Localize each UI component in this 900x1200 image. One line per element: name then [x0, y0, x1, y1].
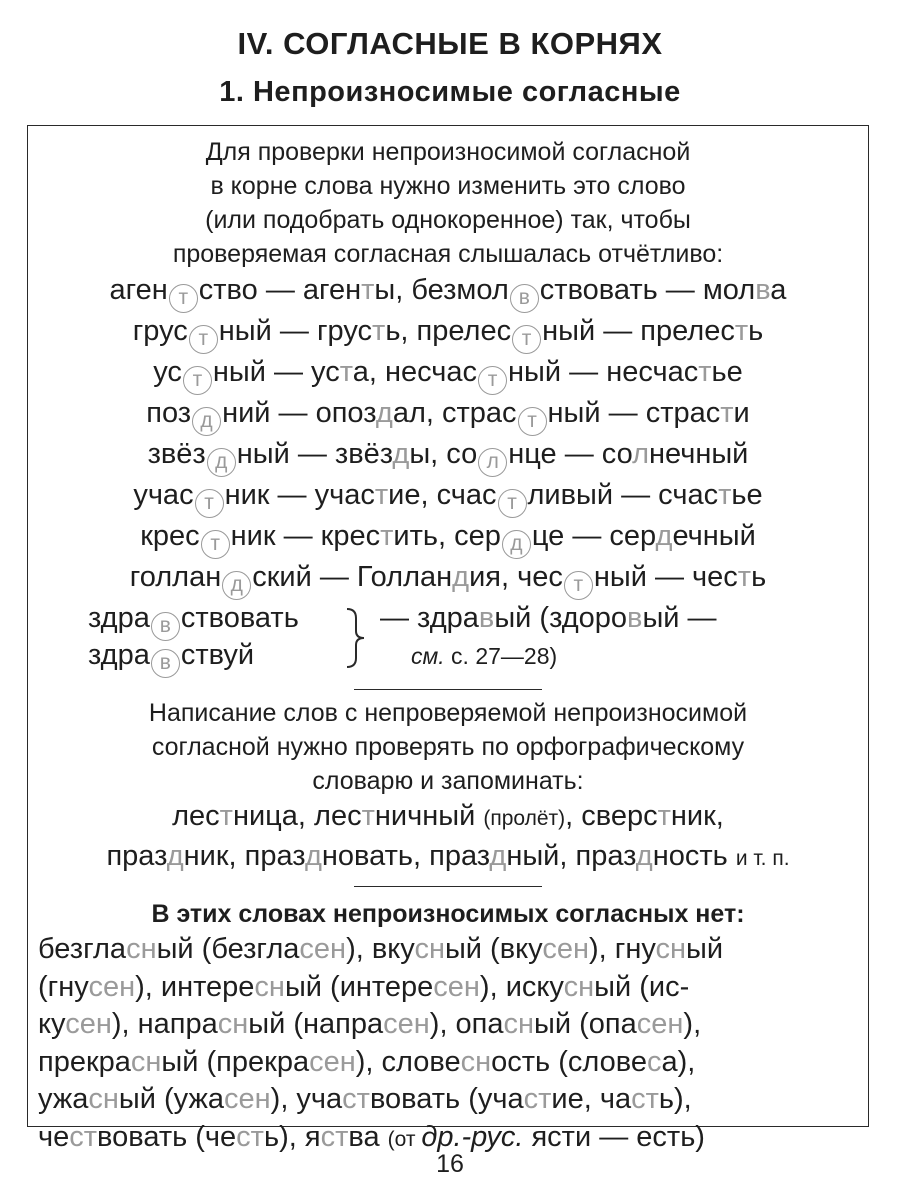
text-segment: ый	[686, 933, 724, 965]
highlight-letter: т	[657, 800, 671, 832]
text-segment: ый (прекра	[161, 1045, 310, 1078]
text-segment: звёз	[147, 438, 206, 470]
text-segment: а, несчас	[352, 356, 478, 388]
highlight-letter: сен	[636, 1008, 684, 1040]
highlight-letter: сен	[383, 1008, 430, 1040]
words-block	[28, 798, 868, 877]
text-segment: ный — грус	[218, 315, 373, 347]
text-segment: лес	[172, 800, 220, 832]
text-segment: ь	[748, 315, 764, 347]
exception-line	[28, 931, 868, 969]
text-segment: ье	[731, 479, 763, 511]
highlight-letter: ст	[342, 1083, 370, 1115]
text-segment: ),	[683, 1008, 702, 1040]
text-segment: ник — крес	[230, 520, 381, 552]
highlight-letter: сен	[309, 1045, 356, 1078]
text-segment: безгла	[38, 933, 127, 965]
text-segment: ь), я	[263, 1120, 321, 1153]
text-segment: ), гну	[588, 933, 656, 965]
text-segment: ность	[652, 839, 736, 872]
circled-letter: т	[169, 284, 198, 313]
text-segment: ный — прелес	[542, 315, 735, 347]
zdrav-check-1: — здравый (здоровый —	[380, 602, 717, 634]
exception-line	[28, 969, 868, 1007]
highlight-letter: т	[339, 356, 353, 388]
text-segment: ый (ужа	[118, 1083, 224, 1115]
text-segment: ный — несчас	[508, 356, 699, 388]
highlight-letter: ст	[320, 1120, 349, 1153]
text-segment: крес	[140, 520, 200, 552]
text-segment: ничный	[374, 800, 484, 832]
text-segment: ник, праз	[183, 839, 305, 872]
word-line	[28, 798, 868, 838]
text-segment: а),	[661, 1045, 696, 1078]
example-line	[28, 559, 868, 600]
highlight-letter: сен	[433, 970, 480, 1003]
rule-text-2	[28, 696, 868, 798]
exception-line	[28, 1044, 868, 1082]
text-segment: ство — аген	[198, 274, 362, 306]
highlight-letter: т	[219, 800, 233, 832]
chapter-title: IV. СОГЛАСНЫЕ В КОРНЯХ	[237, 26, 663, 61]
text-segment: грус	[132, 315, 188, 347]
zdrav-check-2: см. с. 27—28)	[411, 643, 558, 669]
highlight-letter: д	[489, 839, 507, 872]
highlight-letter: д	[635, 839, 653, 872]
text-segment: це — сер	[531, 520, 656, 552]
text-segment: ость (слове	[491, 1045, 647, 1078]
highlight-letter: сн	[503, 1008, 535, 1040]
highlight-letter: д	[452, 561, 470, 593]
highlight-letter: ст	[236, 1120, 264, 1153]
text-segment: ясти — есть)	[523, 1120, 705, 1153]
example-line	[28, 436, 868, 477]
highlight-letter: т	[698, 356, 712, 388]
text-segment: ный — звёз	[236, 438, 393, 470]
section-title: 1. Непроизносимые согласные	[219, 76, 681, 108]
text-segment: голлан	[129, 561, 222, 593]
text-segment: ный, праз	[506, 839, 636, 872]
highlight-letter: т	[380, 520, 394, 552]
highlight-letter: т	[361, 274, 375, 306]
text-segment: др.-рус.	[421, 1120, 524, 1153]
highlight-letter: сен	[299, 933, 347, 965]
text-segment: ница, лес	[232, 800, 362, 832]
example-line	[28, 395, 868, 436]
text-segment: ствовать — мол	[539, 274, 756, 306]
highlight-letter: ст	[523, 1083, 552, 1115]
note-text: (пролёт)	[483, 807, 566, 830]
circled-letter: в	[151, 612, 180, 641]
text-segment: ), иску	[479, 970, 564, 1003]
text-segment: учас	[133, 479, 194, 511]
text-segment: ский — Голлан	[252, 561, 453, 593]
rule-line: согласной нужно проверять по орфографическому	[151, 733, 745, 761]
note-text: и т. п.	[735, 846, 790, 870]
exceptions-list	[28, 931, 868, 1158]
text-segment: ый (напра	[248, 1008, 384, 1040]
rule-line: (или подобрать однокоренное) так, чтобы	[205, 206, 691, 234]
circled-letter: т	[564, 571, 593, 600]
highlight-letter: т	[374, 479, 389, 511]
text-segment: ку	[38, 1008, 66, 1040]
circled-letter: д	[502, 530, 531, 559]
text-segment: ), слове	[355, 1045, 461, 1078]
rule-line: словарю и запоминать:	[312, 767, 584, 795]
highlight-letter: т	[361, 800, 375, 832]
text-segment: вовать (уча	[369, 1083, 524, 1115]
example-line	[28, 354, 868, 395]
highlight-letter: сн	[460, 1045, 492, 1078]
highlight-letter: т	[737, 561, 752, 593]
text-segment: нечный	[649, 438, 749, 470]
exception-line	[28, 1081, 868, 1119]
text-segment: ь	[751, 561, 767, 593]
text-segment: вовать (че	[97, 1120, 237, 1153]
highlight-letter: сен	[542, 933, 589, 965]
highlight-letter: т	[372, 315, 386, 347]
text-segment: праз	[106, 839, 167, 872]
exceptions-heading: В этих словах непроизносимых согласных нет:	[151, 900, 745, 928]
rule-text	[28, 135, 868, 271]
text-segment: ливый — счас	[527, 479, 719, 511]
text-segment: ый (опа	[534, 1008, 637, 1040]
text-segment: ), вку	[346, 933, 415, 965]
example-line	[28, 477, 868, 518]
curly-brace-icon	[345, 606, 367, 670]
highlight-letter: д	[304, 839, 322, 872]
highlight-letter: с	[646, 1045, 662, 1078]
text-segment: ), уча	[270, 1083, 343, 1115]
text-segment: ый (безгла	[156, 933, 300, 965]
rule-line: проверяемая согласная слышалась отчётливо:	[172, 240, 724, 268]
circled-letter: д	[222, 571, 251, 600]
highlight-letter: т	[734, 315, 749, 347]
highlight-letter: д	[375, 397, 393, 429]
text-segment: ник,	[670, 800, 724, 832]
page-number: 16	[436, 1150, 464, 1178]
zdrav-word-1: здра в ствовать	[88, 600, 299, 641]
text-segment: ить, сер	[393, 520, 501, 552]
text-segment: ие, счас	[388, 479, 497, 511]
text-segment: (гну	[38, 970, 89, 1003]
highlight-letter: л	[632, 438, 650, 470]
highlight-letter: сн	[655, 933, 687, 965]
text-segment: ний — опоз	[222, 397, 376, 429]
highlight-letter: сн	[217, 1008, 249, 1040]
text-segment: ия, чес	[469, 561, 563, 593]
highlight-letter: сн	[130, 1045, 162, 1078]
highlight-letter: сен	[65, 1008, 112, 1040]
circled-letter: т	[518, 407, 547, 436]
example-line	[28, 272, 868, 313]
highlight-letter: т	[718, 479, 732, 511]
circled-letter: д	[192, 407, 221, 436]
text-segment: аген	[109, 274, 168, 306]
highlight-letter: д	[392, 438, 410, 470]
text-segment: ный — чес	[593, 561, 738, 593]
highlight-letter: т	[720, 397, 734, 429]
circled-letter: т	[201, 530, 230, 559]
rule-box	[27, 125, 869, 1153]
example-line	[28, 518, 868, 559]
highlight-letter: сен	[224, 1083, 271, 1115]
text-segment: ный — ус	[212, 356, 340, 388]
text-segment: ал, страс	[392, 397, 517, 429]
highlight-letter: д	[166, 839, 184, 872]
text-segment: а	[770, 274, 787, 306]
divider	[354, 689, 542, 690]
example-line	[28, 313, 868, 354]
text-segment: ), опа	[429, 1008, 504, 1040]
circled-letter: т	[498, 489, 527, 518]
circled-letter: т	[183, 366, 212, 395]
highlight-letter: д	[655, 520, 673, 552]
text-segment: ), напра	[111, 1008, 218, 1040]
rule-line: Для проверки непроизносимой согласной	[205, 138, 691, 166]
note-text: (от	[387, 1127, 422, 1151]
highlight-letter: сен	[88, 970, 136, 1003]
text-segment: че	[38, 1120, 70, 1153]
divider	[354, 886, 542, 887]
examples-block	[28, 272, 868, 600]
rule-line: в корне слова нужно изменить это слово	[210, 172, 686, 200]
text-segment: новать, праз	[321, 839, 490, 872]
text-segment: ый (интере	[284, 970, 434, 1003]
text-segment: ие, ча	[551, 1083, 632, 1115]
exception-line	[28, 1006, 868, 1044]
rule-line: Написание слов с непроверяемой непроизносимой	[148, 699, 748, 727]
text-segment: ый (вку	[444, 933, 543, 965]
circled-letter: т	[195, 489, 224, 518]
circled-letter: д	[207, 448, 236, 477]
circled-letter: т	[512, 325, 541, 354]
text-segment: прекра	[38, 1045, 131, 1078]
circled-letter: в	[151, 649, 180, 678]
text-segment: ечный	[672, 520, 756, 552]
text-segment: ва	[348, 1120, 388, 1153]
word-line	[28, 838, 868, 878]
highlight-letter: сн	[126, 933, 157, 965]
text-segment: ус	[153, 356, 182, 388]
text-segment: ь),	[658, 1083, 692, 1115]
highlight-letter: ст	[631, 1083, 659, 1115]
circled-letter: т	[478, 366, 507, 395]
circled-letter: л	[478, 448, 507, 477]
text-segment: , сверс	[565, 800, 658, 832]
text-segment: нце — со	[508, 438, 633, 470]
text-segment: ый (ис-	[594, 970, 690, 1003]
text-segment: ь, прелес	[385, 315, 512, 347]
text-segment: ный — страс	[547, 397, 721, 429]
circled-letter: в	[510, 284, 539, 313]
text-segment: ы, со	[409, 438, 478, 470]
text-segment: ье	[711, 356, 743, 388]
text-segment: ужа	[38, 1083, 89, 1115]
zdrav-group	[28, 600, 868, 675]
highlight-letter: в	[755, 274, 771, 306]
text-segment: ы, безмол	[374, 274, 509, 306]
highlight-letter: сн	[414, 933, 445, 965]
highlight-letter: ст	[69, 1120, 98, 1153]
highlight-letter: сн	[88, 1083, 119, 1115]
zdrav-word-2: здра в ствуй	[88, 637, 254, 678]
text-segment: ), интере	[135, 970, 255, 1003]
text-segment: ник — учас	[224, 479, 375, 511]
highlight-letter: сн	[563, 970, 595, 1003]
highlight-letter: сн	[254, 970, 285, 1003]
text-segment: и	[733, 397, 750, 429]
circled-letter: т	[189, 325, 218, 354]
text-segment: поз	[146, 397, 192, 429]
